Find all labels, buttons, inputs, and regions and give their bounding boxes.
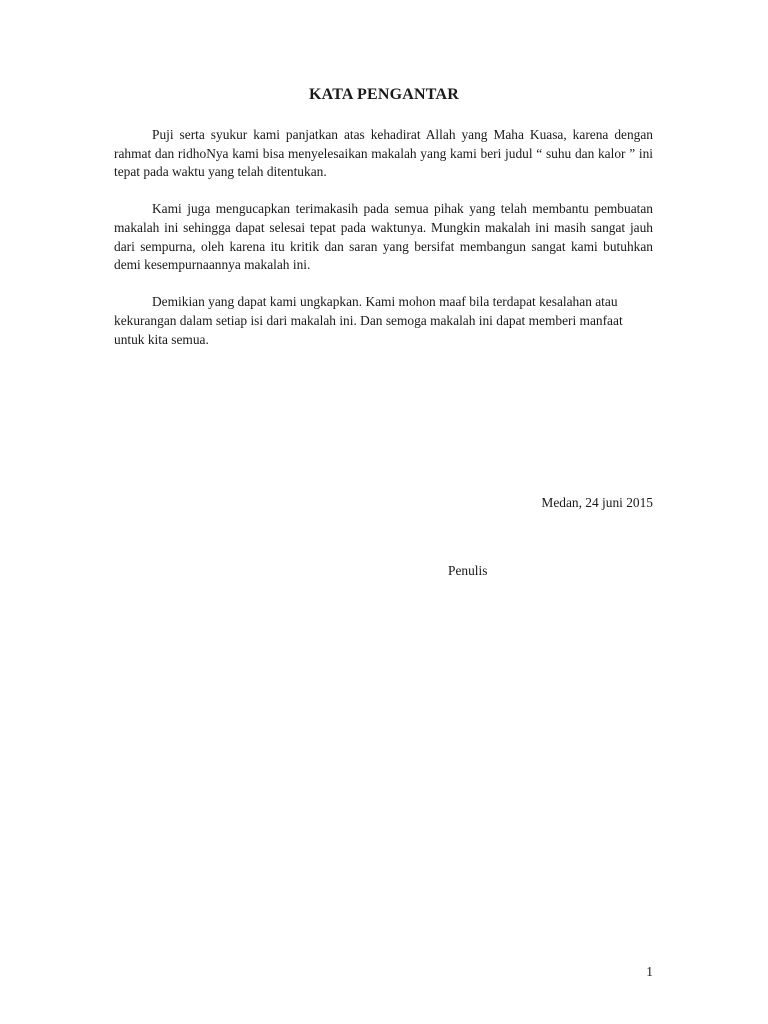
page-title: KATA PENGANTAR bbox=[309, 86, 459, 103]
author-signature: Penulis bbox=[448, 563, 488, 578]
paragraph-3: Demikian yang dapat kami ungkapkan. Kami mohon maaf bila terdapat kesalahan atau kekurangan dalam setiap isi dari makalah ini. Dan semoga makalah ini dapat memberi manfaat untuk kita semua. bbox=[114, 294, 623, 347]
paragraph-2: Kami juga mengucapkan terimakasih pada semua pihak yang telah membantu pembuatan makalah ini sehingga dapat selesai tepat pada waktunya. Mungkin makalah ini masih sangat jauh dari sempurna, oleh karena itu kritik dan saran yang bersifat membangun sangat kami butuhkan demi kesempurnaannya makalah ini. bbox=[114, 201, 653, 273]
place-date: Medan, 24 juni 2015 bbox=[541, 495, 653, 510]
body-text bbox=[114, 126, 653, 368]
paragraph-1: Puji serta syukur kami panjatkan atas kehadirat Allah yang Maha Kuasa, karena dengan rahmat dan ridhoNya kami bisa menyelesaikan makalah yang kami beri judul “ suhu dan kalor ” ini tepat pada waktu yang telah ditentukan. bbox=[114, 127, 653, 180]
page-number: 1 bbox=[646, 964, 653, 979]
